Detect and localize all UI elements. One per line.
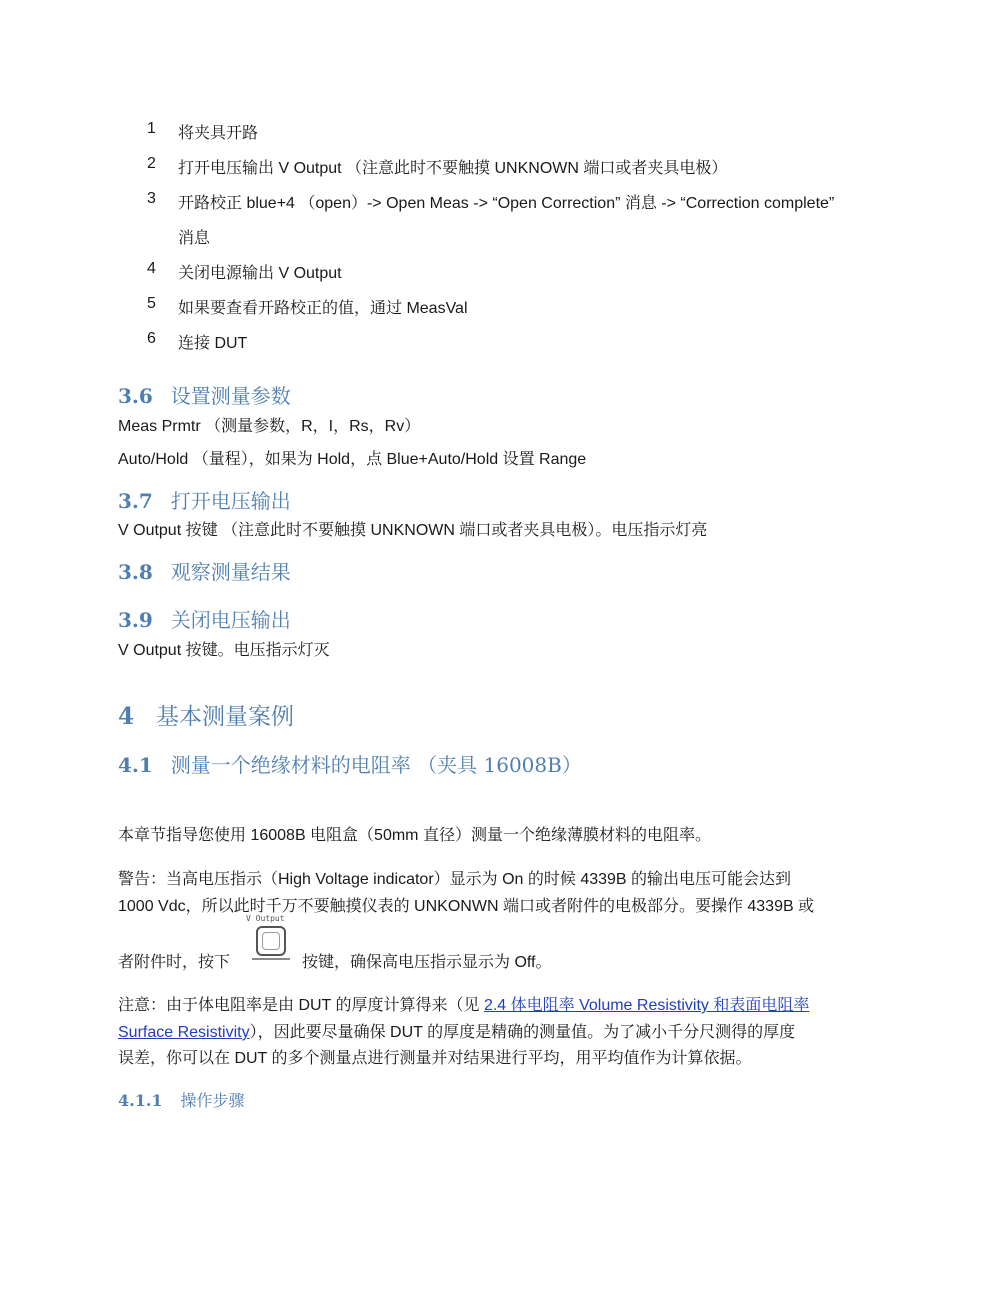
heading-title: 测量一个绝缘材料的电阻率 （夹具 16008B） [170, 753, 582, 777]
key-button-shape [256, 926, 286, 956]
heading-title: 打开电压输出 [170, 489, 291, 513]
key-label: V Output [246, 914, 285, 923]
step-text: 连接 DUT [178, 335, 248, 352]
paragraph-intro: 本章节指导您使用 16008B 电阻盒（50mm 直径）测量一个绝缘薄膜材料的电阻率。 [118, 827, 711, 844]
heading-title: 操作步骤 [180, 1091, 245, 1110]
note-line [118, 1019, 795, 1042]
heading-3-8 [118, 556, 291, 585]
step-number: 6 [147, 330, 156, 347]
step-text: 如果要查看开路校正的值，通过 MeasVal [178, 300, 468, 317]
warning-line: 警告：当高电压指示（High Voltage indicator）显示为 On 的时候 4339B 的输出电压可能会达到 [118, 871, 792, 888]
warning-line: 1000 Vdc，所以此时千万不要触摸仪表的 UNKONWN 端口或者附件的电极部分。要操作 4339B 或 [118, 898, 815, 915]
heading-4-1-1 [118, 1088, 245, 1111]
heading-number: 4.1.1 [118, 1091, 163, 1110]
note-text: 注意：由于体电阻率是由 DUT 的厚度计算得来（见 [118, 997, 484, 1014]
step-text: 打开电压输出 V Output （注意此时不要触摸 UNKNOWN 端口或者夹具电极） [178, 160, 728, 177]
step-number: 3 [147, 190, 156, 207]
heading-number: 4 [118, 703, 135, 730]
paragraph: Meas Prmtr （测量参数，R，I，Rs，Rv） [118, 418, 421, 435]
v-output-key-icon [246, 914, 296, 964]
heading-4 [118, 698, 294, 731]
heading-4-1 [118, 749, 582, 778]
heading-3-9 [118, 604, 291, 633]
paragraph: Auto/Hold （量程），如果为 Hold，点 Blue+Auto/Hold 设置 Range [118, 451, 587, 468]
step-text: 关闭电源输出 V Output [178, 265, 342, 282]
heading-number: 3.7 [118, 489, 153, 513]
cross-reference-link[interactable]: 2.4 体电阻率 Volume Resistivity 和表面电阻率 [483, 997, 810, 1014]
heading-number: 4.1 [118, 753, 153, 777]
paragraph: V Output 按键 （注意此时不要触摸 UNKNOWN 端口或者夹具电极）。电压指示灯亮 [118, 522, 708, 539]
step-text-continued: 消息 [178, 230, 211, 247]
heading-title: 关闭电压输出 [170, 608, 291, 632]
paragraph: V Output 按键。电压指示灯灭 [118, 642, 330, 659]
step-text: 将夹具开路 [178, 125, 259, 142]
note-line [118, 992, 809, 1015]
note-text: ），因此要尽量确保 DUT 的厚度是精确的测量值。为了减小千分尺测得的厚度 [249, 1024, 796, 1041]
heading-title: 观察测量结果 [170, 560, 291, 584]
step-number: 2 [147, 155, 156, 172]
step-number: 4 [147, 260, 156, 277]
step-number: 1 [147, 120, 156, 137]
warning-line: 按键，确保高电压指示显示为 Off。 [302, 954, 552, 971]
heading-title: 设置测量参数 [170, 384, 291, 408]
step-text: 开路校正 blue+4 （open）-> Open Meas -> “Open Correction” 消息 -> “Correction complete” [178, 195, 835, 212]
note-line: 误差，你可以在 DUT 的多个测量点进行测量并对结果进行平均，用平均值作为计算依据。 [118, 1050, 752, 1067]
heading-number: 3.8 [118, 560, 153, 584]
step-number: 5 [147, 295, 156, 312]
heading-number: 3.6 [118, 384, 153, 408]
cross-reference-link[interactable]: Surface Resistivity [118, 1024, 250, 1041]
heading-title: 基本测量案例 [156, 704, 295, 730]
heading-3-6 [118, 380, 291, 409]
heading-3-7 [118, 485, 291, 514]
key-base [252, 958, 290, 960]
heading-number: 3.9 [118, 608, 153, 632]
warning-line: 者附件时，按下 [118, 954, 231, 971]
